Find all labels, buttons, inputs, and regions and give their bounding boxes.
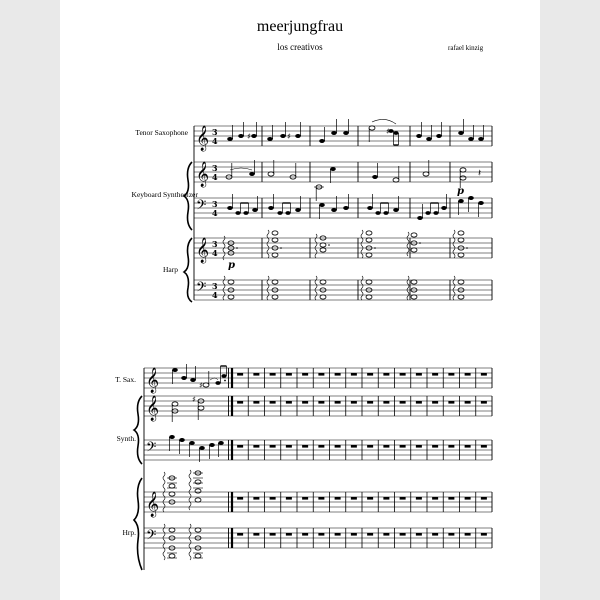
- whole-rest: [481, 533, 487, 536]
- treble-clef-icon: 𝄞: [196, 238, 210, 263]
- whole-rest: [432, 533, 438, 536]
- svg-text:♯: ♯: [199, 381, 203, 390]
- whole-rest: [416, 533, 422, 536]
- whole-rest: [383, 373, 389, 376]
- whole-rest: [481, 373, 487, 376]
- treble-clef-icon: 𝄞: [146, 368, 160, 393]
- dynamic-marking-synth: p: [457, 186, 464, 197]
- whole-rest: [335, 497, 341, 500]
- whole-rest: [302, 445, 308, 448]
- svg-text:♯: ♯: [386, 127, 390, 136]
- whole-rest: [432, 373, 438, 376]
- whole-rest: [351, 445, 357, 448]
- instrument-label-tsax-short: T. Sax.: [115, 375, 136, 384]
- staff-harp-bass-2: [144, 524, 492, 560]
- whole-rest: [448, 373, 454, 376]
- whole-rest: [237, 445, 243, 448]
- whole-rest: [465, 497, 471, 500]
- svg-text:♯: ♯: [287, 132, 291, 141]
- whole-rest: [286, 445, 292, 448]
- instrument-label-synth-short: Synth.: [116, 434, 136, 443]
- whole-rest: [318, 373, 324, 376]
- whole-rest: [383, 445, 389, 448]
- whole-rest: [383, 401, 389, 404]
- whole-rest: [270, 373, 276, 376]
- whole-rest: [465, 445, 471, 448]
- whole-rest: [416, 373, 422, 376]
- whole-rest: [253, 497, 259, 500]
- svg-text:3: 3: [212, 163, 218, 173]
- treble-clef-icon: 𝄞: [146, 396, 160, 421]
- score-title: meerjungfrau: [256, 18, 344, 35]
- whole-rest: [335, 533, 341, 536]
- whole-rest: [400, 445, 406, 448]
- whole-rest: [318, 533, 324, 536]
- svg-text:4: 4: [212, 248, 218, 258]
- whole-rest: [286, 497, 292, 500]
- whole-rest: [432, 401, 438, 404]
- whole-rest: [351, 497, 357, 500]
- whole-rest: [448, 445, 454, 448]
- whole-rest: [302, 497, 308, 500]
- svg-text:3: 3: [212, 199, 218, 209]
- score-subtitle: los creativos: [277, 42, 323, 52]
- whole-rest: [270, 401, 276, 404]
- staff-keyboard-treble: [194, 160, 492, 201]
- whole-rest: [351, 533, 357, 536]
- whole-rest: [351, 401, 357, 404]
- svg-text:♯: ♯: [192, 395, 196, 404]
- whole-rest: [286, 533, 292, 536]
- whole-rest: [416, 401, 422, 404]
- whole-rest: [302, 373, 308, 376]
- whole-rest: [400, 533, 406, 536]
- svg-text:♯: ♯: [247, 132, 251, 141]
- staff-tenor-sax: [194, 119, 492, 151]
- whole-rest: [286, 373, 292, 376]
- whole-rest: [302, 401, 308, 404]
- time-sig-beat-type: 4: [212, 136, 218, 146]
- whole-rest: [465, 373, 471, 376]
- whole-rest: [448, 533, 454, 536]
- whole-rest: [367, 373, 373, 376]
- time-sig-beats: 3: [212, 127, 218, 137]
- whole-rest: [367, 445, 373, 448]
- whole-rest: [400, 373, 406, 376]
- whole-rest: [237, 533, 243, 536]
- rest-measures: [237, 368, 487, 548]
- svg-text:4: 4: [212, 172, 218, 182]
- whole-rest: [465, 533, 471, 536]
- whole-rest: [237, 373, 243, 376]
- composer-name: rafael kinzig: [448, 44, 484, 52]
- bass-clef-icon: 𝄢: [146, 439, 157, 458]
- grand-staff-brace: [184, 162, 192, 230]
- whole-rest: [351, 373, 357, 376]
- dynamic-marking-harp: p: [228, 260, 235, 271]
- instrument-label-harp: Harp: [163, 265, 178, 274]
- whole-rest: [253, 533, 259, 536]
- whole-rest: [318, 497, 324, 500]
- svg-text:4: 4: [212, 208, 218, 218]
- staff-harp-treble-2: [144, 470, 492, 517]
- whole-rest: [335, 401, 341, 404]
- svg-text:𝄽: 𝄽: [478, 168, 482, 179]
- bass-clef-icon: 𝄢: [196, 279, 207, 298]
- whole-rest: [237, 401, 243, 404]
- staff-synth-treble-2: [144, 395, 492, 422]
- harp-brace: [184, 238, 192, 302]
- staff-keyboard-bass: [194, 194, 492, 220]
- grand-staff-brace: [134, 396, 142, 464]
- whole-rest: [286, 401, 292, 404]
- treble-clef-icon: 𝄞: [146, 492, 160, 517]
- instrument-label-keyboard-synth: Keyboard Synthesizer: [131, 190, 198, 199]
- instrument-label-harp-short: Hrp.: [122, 528, 136, 537]
- whole-rest: [367, 497, 373, 500]
- treble-clef-icon: 𝄞: [196, 162, 210, 187]
- svg-text:4: 4: [212, 290, 218, 300]
- whole-rest: [335, 373, 341, 376]
- staff-harp-treble: [194, 230, 492, 263]
- system-2: [134, 364, 492, 570]
- harp-brace: [134, 478, 142, 570]
- whole-rest: [416, 445, 422, 448]
- svg-text:3: 3: [212, 281, 218, 291]
- whole-rest: [270, 445, 276, 448]
- instrument-label-tenor-sax: Tenor Saxophone: [135, 128, 188, 137]
- whole-rest: [367, 533, 373, 536]
- whole-rest: [253, 401, 259, 404]
- whole-rest: [253, 445, 259, 448]
- whole-rest: [400, 401, 406, 404]
- bass-clef-icon: 𝄢: [196, 197, 207, 216]
- whole-rest: [383, 497, 389, 500]
- staff-harp-bass: [194, 276, 492, 300]
- whole-rest: [318, 445, 324, 448]
- treble-clef-icon: 𝄞: [196, 126, 210, 151]
- whole-rest: [302, 533, 308, 536]
- staff-synth-bass-2: [144, 435, 492, 462]
- whole-rest: [270, 497, 276, 500]
- whole-rest: [237, 497, 243, 500]
- whole-rest: [481, 445, 487, 448]
- whole-rest: [400, 497, 406, 500]
- whole-rest: [270, 533, 276, 536]
- bass-clef-icon: 𝄢: [146, 527, 157, 546]
- staff-tsax-2: [144, 364, 492, 393]
- whole-rest: [416, 497, 422, 500]
- whole-rest: [335, 445, 341, 448]
- whole-rest: [318, 401, 324, 404]
- whole-rest: [481, 401, 487, 404]
- whole-rest: [481, 497, 487, 500]
- whole-rest: [253, 373, 259, 376]
- whole-rest: [383, 533, 389, 536]
- whole-rest: [432, 445, 438, 448]
- svg-text:3: 3: [212, 239, 218, 249]
- system-1: [184, 119, 492, 302]
- whole-rest: [432, 497, 438, 500]
- whole-rest: [448, 497, 454, 500]
- whole-rest: [465, 401, 471, 404]
- whole-rest: [367, 401, 373, 404]
- whole-rest: [448, 401, 454, 404]
